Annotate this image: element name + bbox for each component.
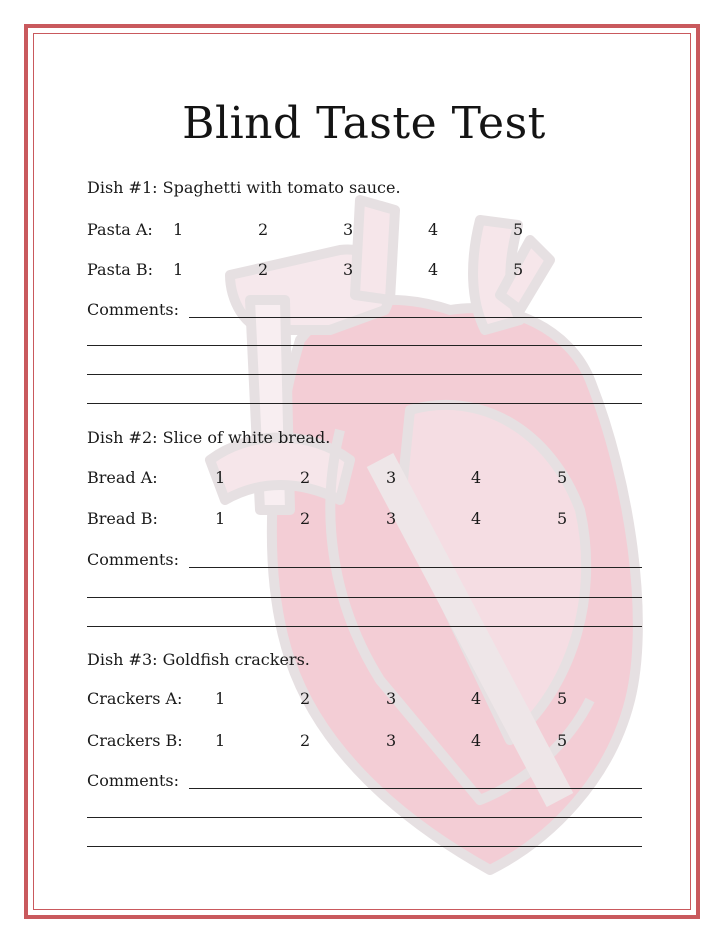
dish-3-comment-line-3[interactable] (87, 846, 642, 847)
dish-3-row-a-rating-5[interactable]: 5 (557, 689, 568, 708)
dish-1-row-a-rating-2[interactable]: 2 (258, 220, 269, 239)
comments-label: Comments: (87, 550, 180, 569)
dish-3-row-a-label: Crackers A: (87, 689, 183, 708)
dish-2-row-b-rating-5[interactable]: 5 (557, 509, 568, 528)
dish-3-row-b-rating-1[interactable]: 1 (215, 731, 226, 750)
dish-2-comment-line-2[interactable] (87, 597, 642, 598)
dish-2-comments-field[interactable] (87, 549, 642, 571)
dish-3-row-b-rating-2[interactable]: 2 (300, 731, 311, 750)
dish-1-row-a-rating-4[interactable]: 4 (428, 220, 439, 239)
dish-1-row-b-rating-5[interactable]: 5 (513, 260, 524, 279)
comments-label: Comments: (87, 771, 180, 790)
dish-1-heading: Dish #1: Spaghetti with tomato sauce. (87, 178, 401, 197)
dish-2-row-a-rating-2[interactable]: 2 (300, 468, 311, 487)
dish-2-row-a-rating-4[interactable]: 4 (471, 468, 482, 487)
comments-underline (189, 317, 642, 318)
dish-2-row-a-label: Bread A: (87, 468, 158, 487)
dish-3-comment-line-2[interactable] (87, 817, 642, 818)
dish-2-row-a-rating-3[interactable]: 3 (386, 468, 397, 487)
dish-2-comment-line-3[interactable] (87, 626, 642, 627)
page-title: Blind Taste Test (182, 98, 546, 149)
dish-3-row-a-rating-3[interactable]: 3 (386, 689, 397, 708)
dish-3-row-b-rating-4[interactable]: 4 (471, 731, 482, 750)
dish-2-row-b-rating-4[interactable]: 4 (471, 509, 482, 528)
dish-3-row-b-label: Crackers B: (87, 731, 183, 750)
dish-3-comments-field[interactable] (87, 770, 642, 792)
dish-2-row-b-label: Bread B: (87, 509, 158, 528)
dish-3-row-b-rating-5[interactable]: 5 (557, 731, 568, 750)
comments-label: Comments: (87, 300, 180, 319)
dish-1-comment-line-4[interactable] (87, 403, 642, 404)
dish-1-row-a-rating-1[interactable]: 1 (173, 220, 184, 239)
dish-1-comment-line-3[interactable] (87, 374, 642, 375)
dish-3-row-b-rating-3[interactable]: 3 (386, 731, 397, 750)
dish-1-comment-line-2[interactable] (87, 345, 642, 346)
dish-2-row-a-rating-5[interactable]: 5 (557, 468, 568, 487)
dish-1-row-b-rating-2[interactable]: 2 (258, 260, 269, 279)
dish-1-comments-field[interactable] (87, 299, 642, 321)
dish-3-row-a-rating-1[interactable]: 1 (215, 689, 226, 708)
dish-1-row-b-rating-3[interactable]: 3 (343, 260, 354, 279)
dish-1-row-a-label: Pasta A: (87, 220, 153, 239)
dish-3-row-a-rating-4[interactable]: 4 (471, 689, 482, 708)
dish-1-row-a-rating-5[interactable]: 5 (513, 220, 524, 239)
dish-1-row-b-rating-4[interactable]: 4 (428, 260, 439, 279)
dish-2-row-b-rating-2[interactable]: 2 (300, 509, 311, 528)
dish-2-row-b-rating-1[interactable]: 1 (215, 509, 226, 528)
dish-3-row-a-rating-2[interactable]: 2 (300, 689, 311, 708)
dish-3-heading: Dish #3: Goldfish crackers. (87, 650, 310, 669)
dish-2-heading: Dish #2: Slice of white bread. (87, 428, 331, 447)
heart-anatomy-icon (150, 180, 660, 900)
dish-2-row-b-rating-3[interactable]: 3 (386, 509, 397, 528)
comments-underline (189, 788, 642, 789)
dish-1-row-b-rating-1[interactable]: 1 (173, 260, 184, 279)
dish-2-row-a-rating-1[interactable]: 1 (215, 468, 226, 487)
dish-1-row-a-rating-3[interactable]: 3 (343, 220, 354, 239)
dish-1-row-b-label: Pasta B: (87, 260, 153, 279)
comments-underline (189, 567, 642, 568)
